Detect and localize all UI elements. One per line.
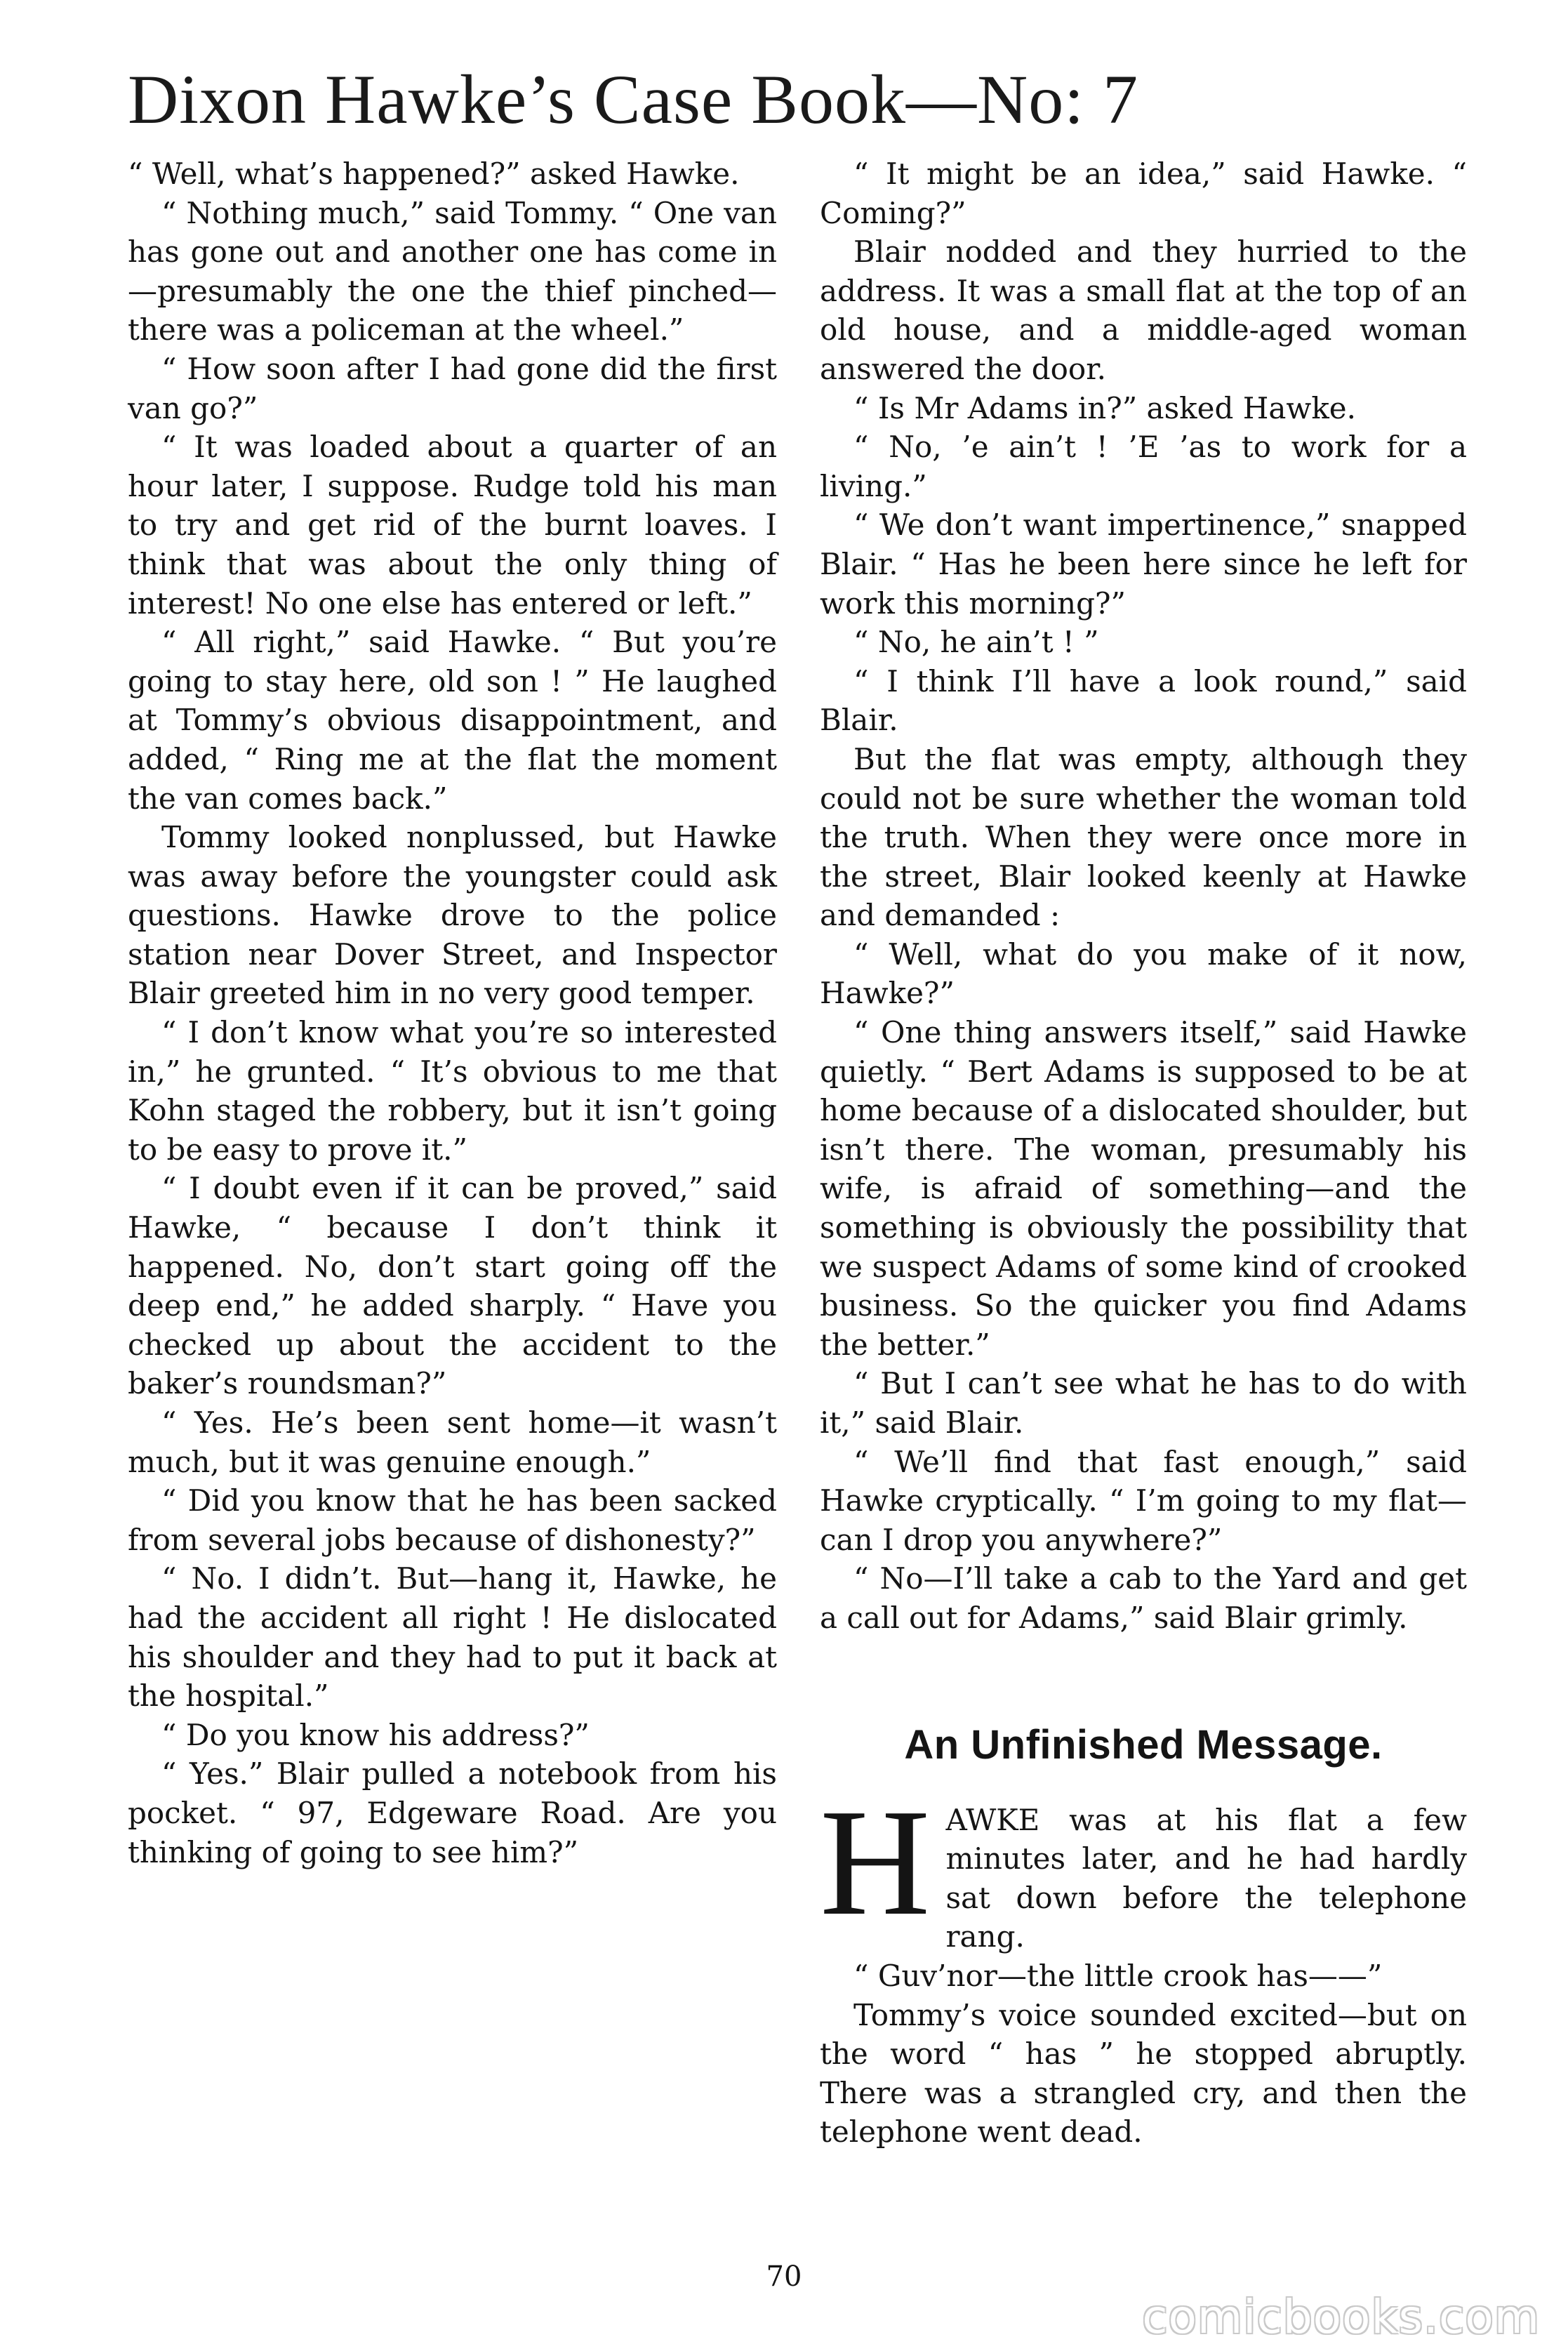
section-heading: An Unfinished Message. <box>904 1721 1383 1768</box>
paragraph: “ No. I didn’t. But—hang it, Hawke, he had the accident all right ! He dislocated his shoulder and they had to put it back at the hospital.” <box>128 1561 777 1714</box>
paragraph: “ It was loaded about a quarter of an hour later, I suppose. Rudge told his man to try and get rid of the burnt loaves. I think that was about the only thing of interest! No one else has entered or left.” <box>128 430 777 621</box>
watermark: comicbooks.com <box>1142 2290 1540 2344</box>
paragraph: “ But I can’t see what he has to do with it,” said Blair. <box>820 1366 1467 1440</box>
paragraph: “ I think I’ll have a look round,” said Blair. <box>820 663 1467 738</box>
left-column <box>128 154 777 1872</box>
paragraph: “ It might be an idea,” said Hawke. “ Coming?” <box>820 157 1467 230</box>
paragraph: “ Well, what’s happened?” asked Hawke. <box>128 157 740 191</box>
paragraph: “ Nothing much,” said Tommy. “ One van has gone out and another one has come in—presumably the one the thief pinched—there was a policeman at the wheel.” <box>128 195 777 347</box>
paragraph: Tommy’s voice sounded excited—but on the word “ has ” he stopped abruptly. There was a strangled cry, and then the telephone went dead. <box>820 1997 1467 2150</box>
paragraph: “ One thing answers itself,” said Hawke quietly. “ Bert Adams is supposed to be at home because of a dislocated shoulder, but isn’t there. The woman, presumably his wife, is afraid of something—and the something is obviously the possibility that we suspect Adams of some kind of crooked business. So the quicker you find Adams the better.” <box>820 1015 1467 1362</box>
first-paragraph-text: AWKE was at his flat a few minutes later, and he had hardly sat down before the telephone rang. <box>945 1802 1467 1954</box>
page-title: Dixon Hawke’s Case Book—No: 7 <box>128 60 1138 138</box>
paragraph: “ We don’t want impertinence,” snapped Blair. “ Has he been here since he left for work this morning?” <box>820 508 1467 621</box>
paragraph: “ I doubt even if it can be proved,” said Hawke, “ because I don’t think it happened. No, don’t start going off the deep end,” he added sharply. “ Have you checked up about the accident to the baker’s roundsman?” <box>128 1171 777 1401</box>
paragraph: “ Guv’nor—the little crook has——” <box>853 1958 1383 1993</box>
paragraph: “ How soon after I had gone did the first van go?” <box>128 351 777 425</box>
paragraph: “ No—I’ll take a cab to the Yard and get a call out for Adams,” said Blair grimly. <box>820 1561 1467 1635</box>
paragraph: “ All right,” said Hawke. “ But you’re going to stay here, old son ! ” He laughed at Tommy’s obvious disappointment, and added, “ Ring me at the flat the moment the van comes back.” <box>128 625 777 816</box>
paragraph: But the flat was empty, although they could not be sure whether the woman told the truth. When they were once more in the street, Blair looked keenly at Hawke and demanded : <box>820 741 1467 933</box>
paragraph: Tommy looked nonplussed, but Hawke was away before the youngster could ask questions. Hawke drove to the police station near Dover Street, and Inspector Blair greeted him in no very good temper. <box>128 820 777 1011</box>
paragraph: “ Is Mr Adams in?” asked Hawke. <box>853 390 1356 425</box>
paragraph: “ We’ll find that fast enough,” said Hawke cryptically. “ I’m going to my flat—can I drop you anywhere?” <box>820 1444 1467 1557</box>
paragraph: “ Did you know that he has been sacked from several jobs because of dishonesty?” <box>128 1483 777 1557</box>
paragraph: “ Do you know his address?” <box>161 1717 590 1752</box>
drop-cap: H <box>820 1777 931 1947</box>
paragraph: “ No, ’e ain’t ! ’E ’as to work for a living.” <box>820 430 1467 503</box>
paragraph: Blair nodded and they hurried to the address. It was a small flat at the top of an old house, and a middle-aged woman answered the door. <box>820 234 1467 386</box>
right-column <box>820 154 1467 2152</box>
paragraph: “ I don’t know what you’re so interested in,” he grunted. “ It’s obvious to me that Kohn staged the robbery, but it isn’t going to be easy to prove it.” <box>128 1015 777 1167</box>
paragraph: “ No, he ain’t ! ” <box>853 625 1099 660</box>
section-first-paragraph <box>820 1777 1467 1956</box>
page-number: 70 <box>766 2260 802 2293</box>
paragraph: “ Yes.” Blair pulled a notebook from his pocket. “ 97, Edgeware Road. Are you thinking of going to see him?” <box>128 1756 777 1869</box>
paragraph: “ Yes. He’s been sent home—it wasn’t much, but it was genuine enough.” <box>128 1405 777 1479</box>
paragraph: “ Well, what do you make of it now, Hawke?” <box>820 936 1467 1011</box>
